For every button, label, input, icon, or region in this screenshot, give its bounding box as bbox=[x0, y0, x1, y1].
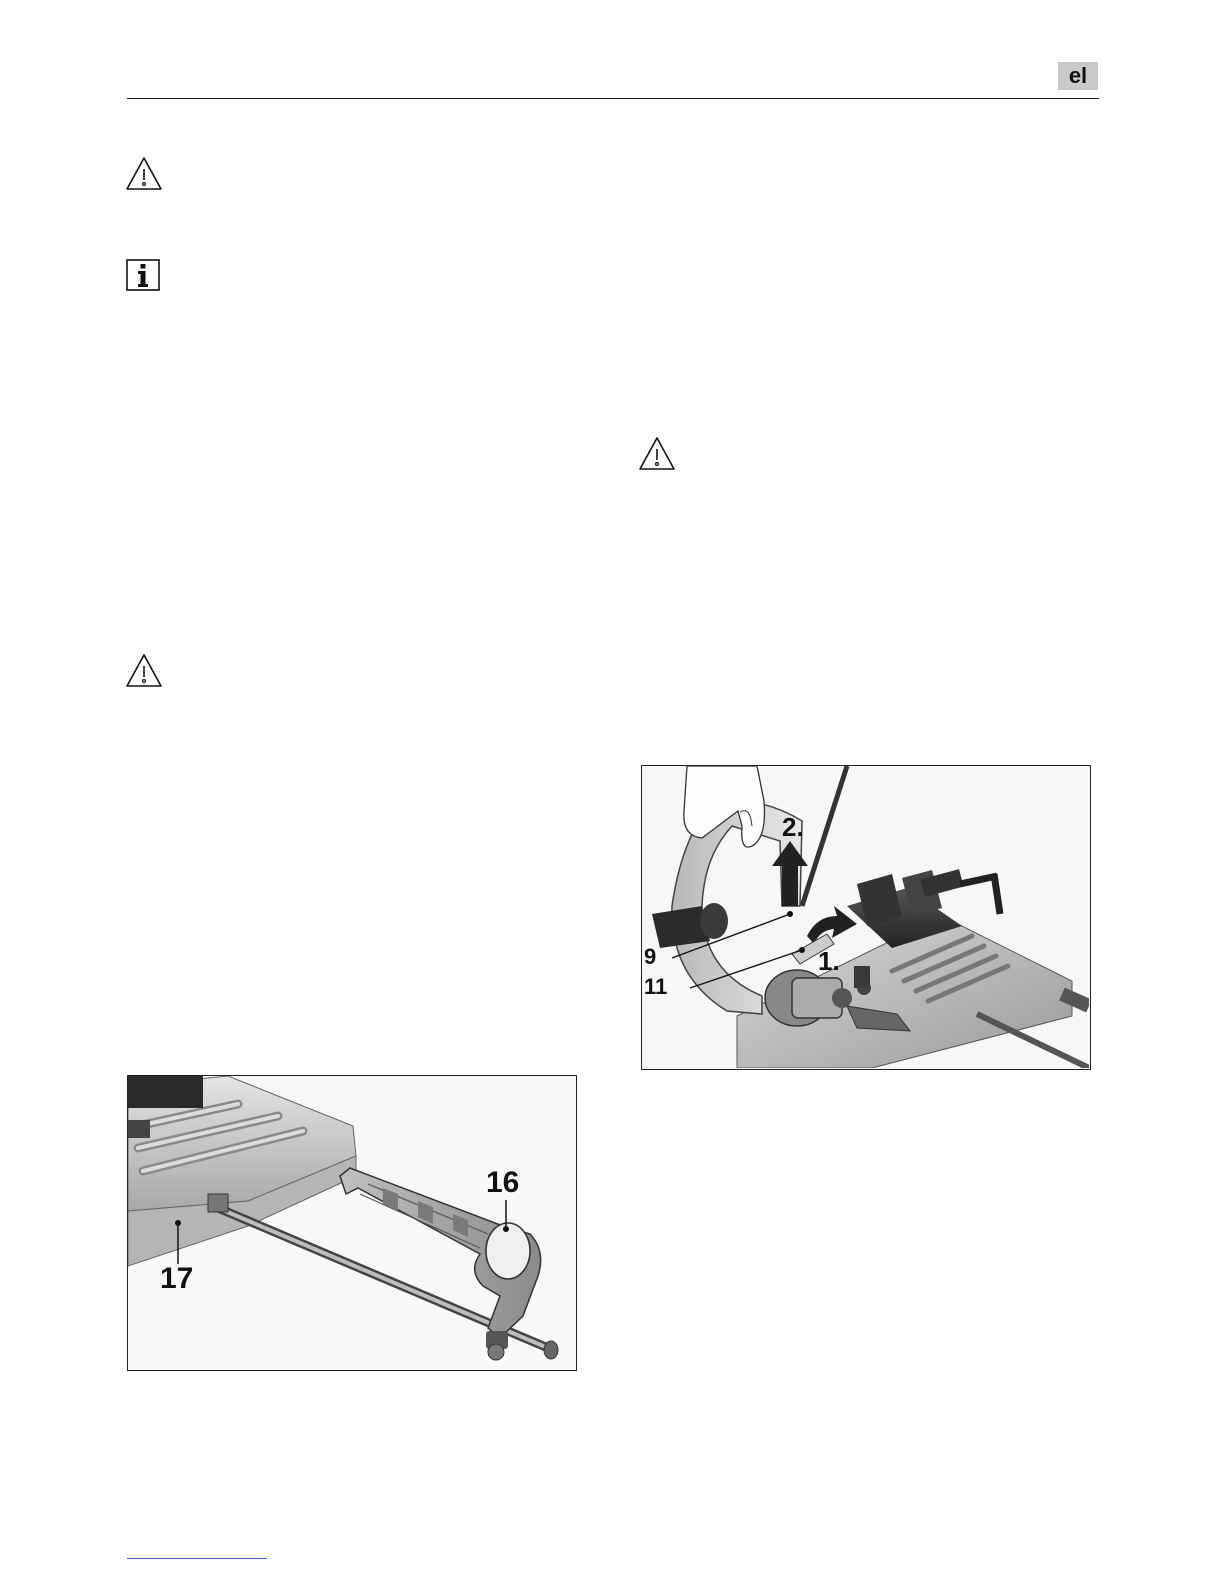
callout-part-17: 17 bbox=[160, 1262, 194, 1295]
language-badge: el bbox=[1058, 62, 1098, 90]
callout-part-9: 9 bbox=[644, 944, 657, 969]
info-icon bbox=[126, 259, 160, 296]
header-rule bbox=[127, 98, 1099, 99]
figure-support-bracket bbox=[127, 1075, 577, 1371]
warning-triangle-icon bbox=[638, 436, 676, 477]
callout-part-11: 11 bbox=[644, 974, 668, 999]
callout-step-1: 1. bbox=[818, 946, 840, 976]
warning-triangle-icon bbox=[125, 653, 163, 694]
figure-support-bracket-illustration bbox=[128, 1076, 575, 1369]
figure-blade-change bbox=[641, 765, 1091, 1070]
callout-step-2: 2. bbox=[782, 812, 804, 842]
callout-part-16: 16 bbox=[486, 1166, 520, 1199]
warning-triangle-icon bbox=[125, 156, 163, 197]
footnote-rule bbox=[127, 1558, 267, 1559]
figure-blade-change-illustration bbox=[642, 766, 1089, 1068]
